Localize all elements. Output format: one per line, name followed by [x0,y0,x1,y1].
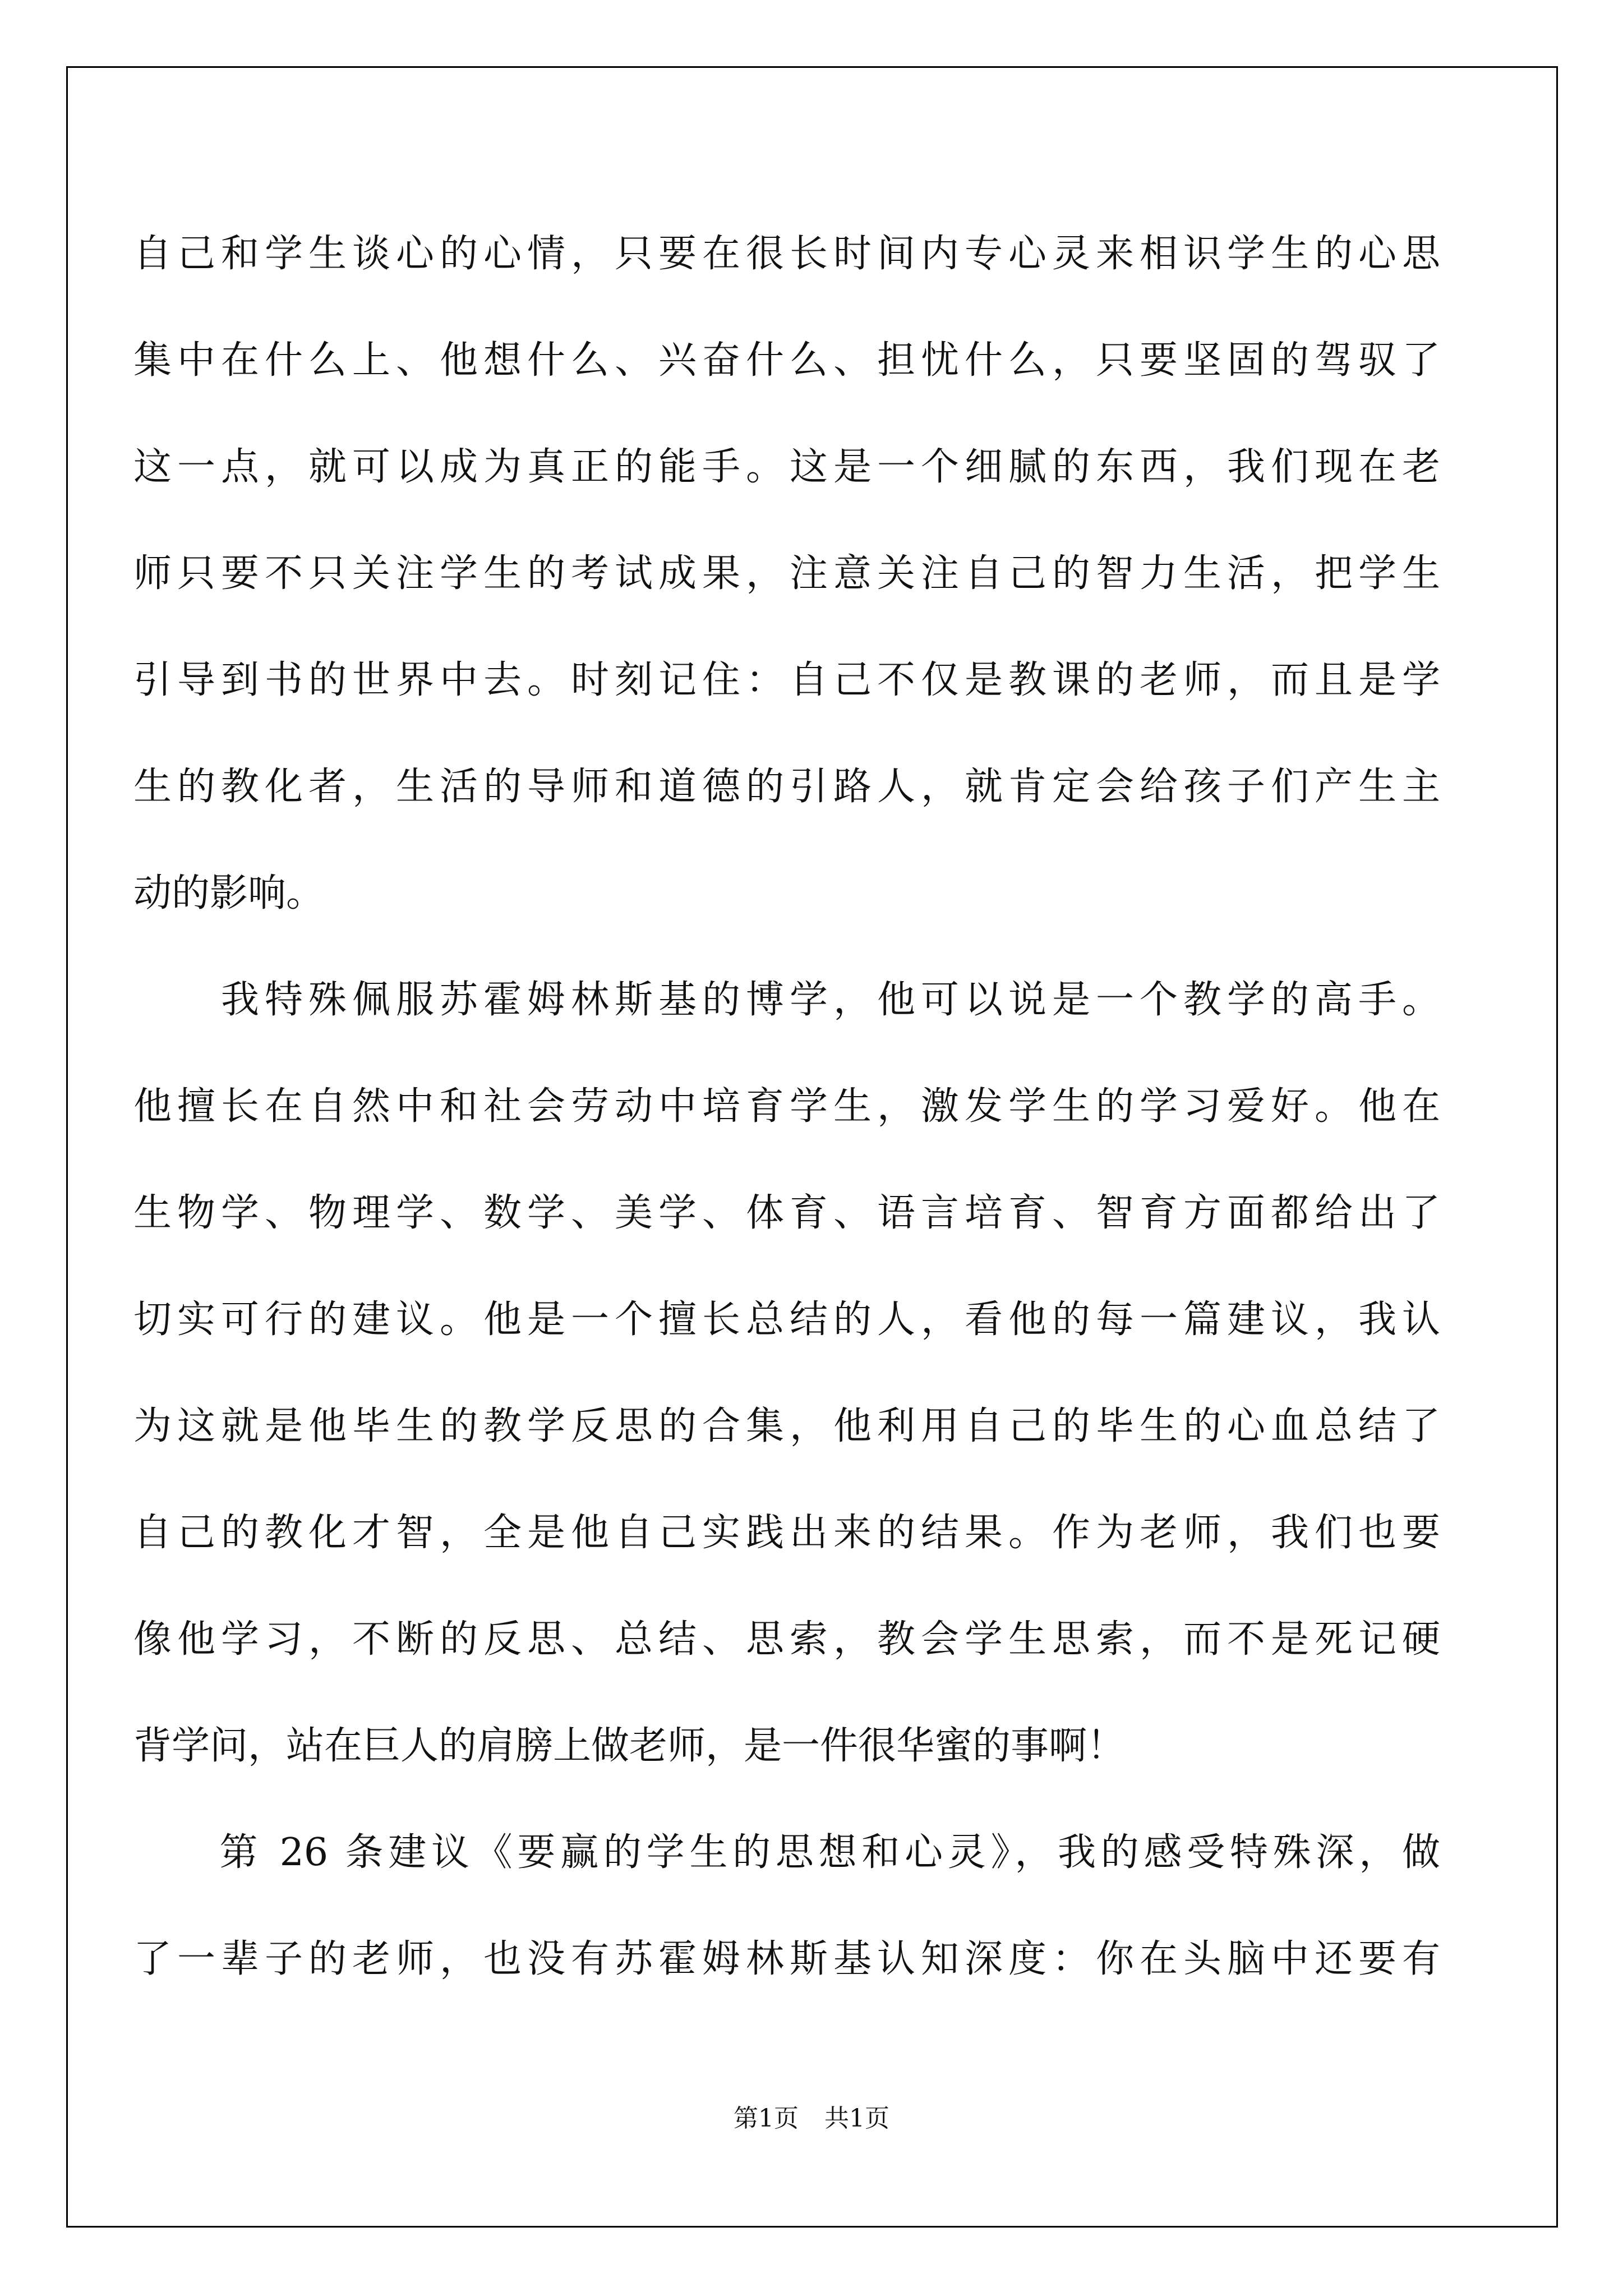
text-line-5: 引导到书的世界中去。时刻记住：自己不仅是教课的老师，而且是学 [133,658,1440,702]
text-line-14: 像他学习，不断的反思、总结、思索，教会学生思索，而不是死记硬 [133,1617,1440,1662]
text-line-6: 生的教化者，生活的导师和道德的引路人，就肯定会给孩子们产生主 [133,765,1440,809]
text-line-7: 动的影响。 [133,871,325,915]
document-body [133,201,1440,2013]
page-total: 共1页 [824,2104,889,2133]
text-line-10: 生物学、物理学、数学、美学、体育、语言培育、智育方面都给出了 [133,1191,1440,1235]
text-line-9: 他擅长在自然中和社会劳动中培育学生，激发学生的学习爱好。他在 [133,1084,1440,1129]
text-line-16: 第 26 条建议《要赢的学生的思想和心灵》，我的感受特殊深，做 [133,1830,1440,1875]
text-line-3: 这一点，就可以成为真正的能手。这是一个细腻的东西，我们现在老 [133,445,1440,489]
text-line-8: 我特殊佩服苏霍姆林斯基的博学，他可以说是一个教学的高手。 [133,978,1440,1022]
text-line-4: 师只要不只关注学生的考试成果，注意关注自己的智力生活，把学生 [133,551,1440,596]
text-line-11: 切实可行的建议。他是一个擅长总结的人，看他的每一篇建议，我认 [133,1297,1440,1342]
text-line-12: 为这就是他毕生的教学反思的合集，他利用自己的毕生的心血总结了 [133,1404,1440,1448]
text-line-2: 集中在什么上、他想什么、兴奋什么、担忧什么，只要坚固的驾驭了 [133,338,1440,383]
page-footer [0,2098,1623,2134]
page-number: 第1页 [734,2104,799,2133]
text-line-13: 自己的教化才智，全是他自己实践出来的结果。作为老师，我们也要 [133,1511,1440,1555]
text-line-17: 了一辈子的老师，也没有苏霍姆林斯基认知深度：你在头脑中还要有 [133,1937,1440,1981]
text-line-1: 自己和学生谈心的心情，只要在很长时间内专心灵来相识学生的心思 [133,232,1440,276]
text-line-15: 背学问，站在巨人的肩膀上做老师，是一件很华蜜的事啊！ [133,1724,1126,1768]
